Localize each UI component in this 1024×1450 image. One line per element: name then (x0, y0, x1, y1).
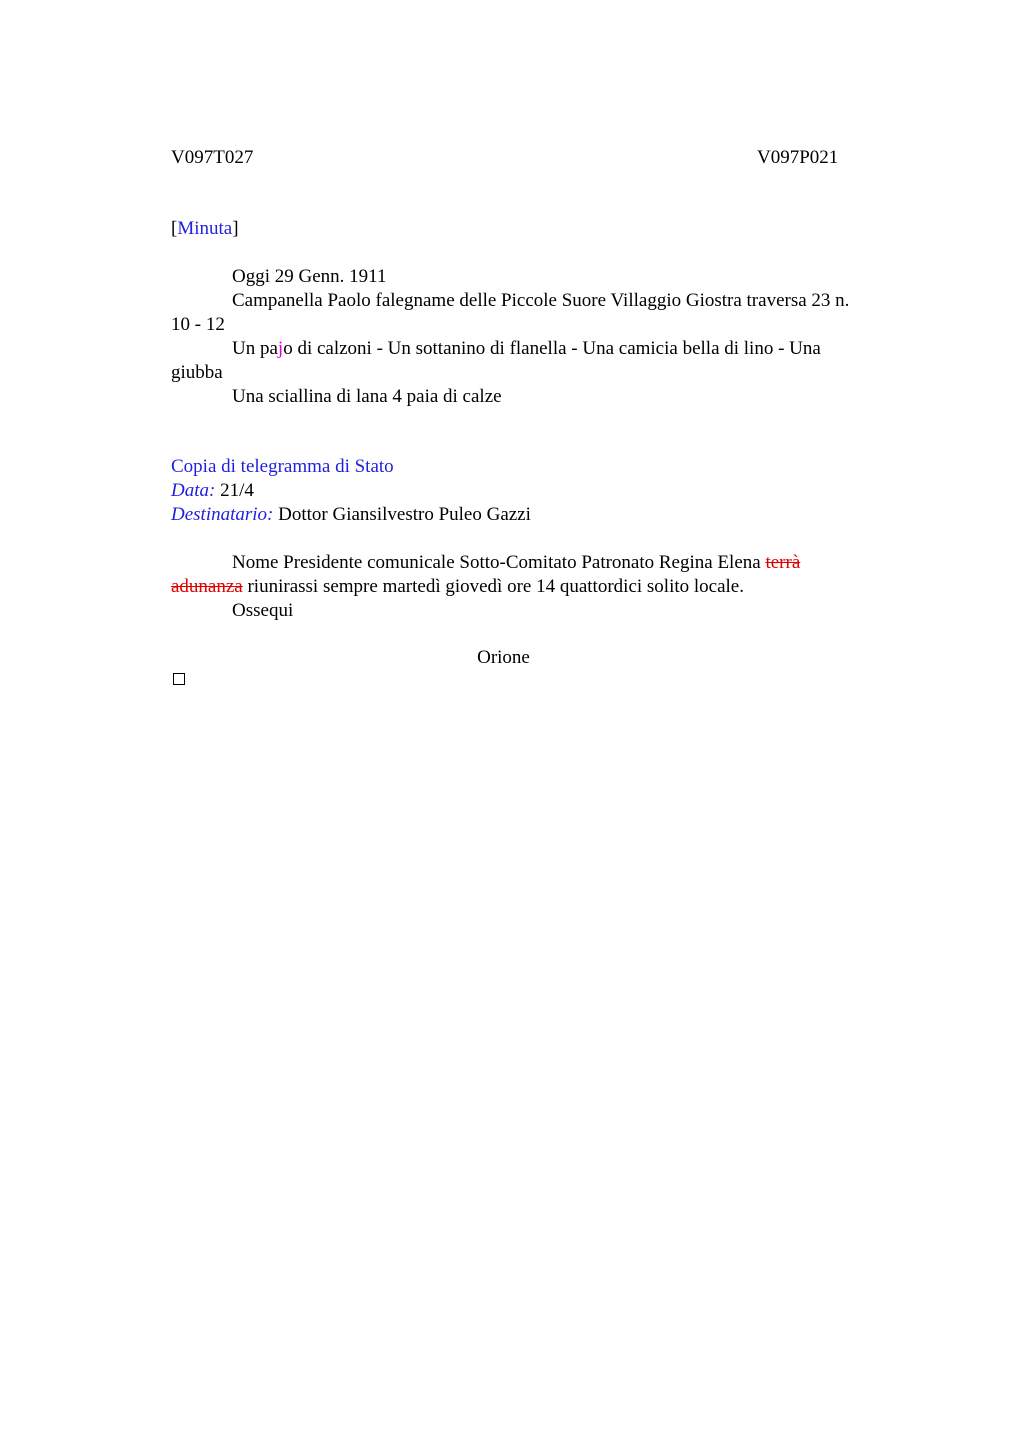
note-date-line: Oggi 29 Genn. 1911 (232, 266, 387, 287)
telegram-recipient-label: Destinatario: (171, 504, 274, 525)
document-page (171, 0, 911, 1450)
end-marker-box-icon (173, 673, 185, 685)
telegram-recipient-value: Dottor Giansilvestro Puleo Gazzi (278, 504, 531, 525)
minuta-label: Minuta (177, 218, 233, 239)
note-items-line-2: giubba (171, 362, 223, 383)
telegram-date-line (171, 479, 254, 503)
document-code-right: V097P021 (757, 147, 839, 168)
note-items-line-1 (232, 337, 821, 361)
telegram-signature: Orione (477, 647, 530, 668)
telegram-body-text-1: Nome Presidente comunicale Sotto-Comitato Patronato Regina Elena (232, 552, 766, 573)
note-address-line-2: 10 - 12 (171, 314, 225, 335)
close-bracket: ] (232, 218, 239, 239)
telegram-date-value: 21/4 (220, 480, 254, 501)
open-bracket: [ (171, 218, 178, 239)
telegram-closing: Ossequi (232, 600, 294, 621)
items-correction: j (277, 338, 284, 359)
telegram-heading: Copia di telegramma di Stato (171, 456, 394, 477)
minuta-label-line (171, 217, 239, 241)
note-address-line-1: Campanella Paolo falegname delle Piccole Suore Villaggio Giostra traversa 23 n. (232, 290, 850, 311)
telegram-body-line-1 (232, 551, 800, 575)
telegram-recipient-line (171, 503, 531, 527)
note-items-line-3: Una sciallina di lana 4 paia di calze (232, 386, 502, 407)
telegram-body-text-2: riunirassi sempre martedì giovedì ore 14 quattordici solito locale. (242, 576, 744, 597)
document-code-left: V097T027 (171, 147, 254, 168)
telegram-date-label: Data: (171, 480, 216, 501)
telegram-body-line-2 (171, 575, 744, 599)
items-text-b: o di calzoni - Un sottanino di flanella - Una camicia bella di lino - Una (283, 338, 821, 359)
items-text-a: Un pa (232, 338, 278, 359)
telegram-deleted-word-2: adunanza (171, 576, 243, 597)
telegram-deleted-word-1: terrà (765, 552, 801, 573)
